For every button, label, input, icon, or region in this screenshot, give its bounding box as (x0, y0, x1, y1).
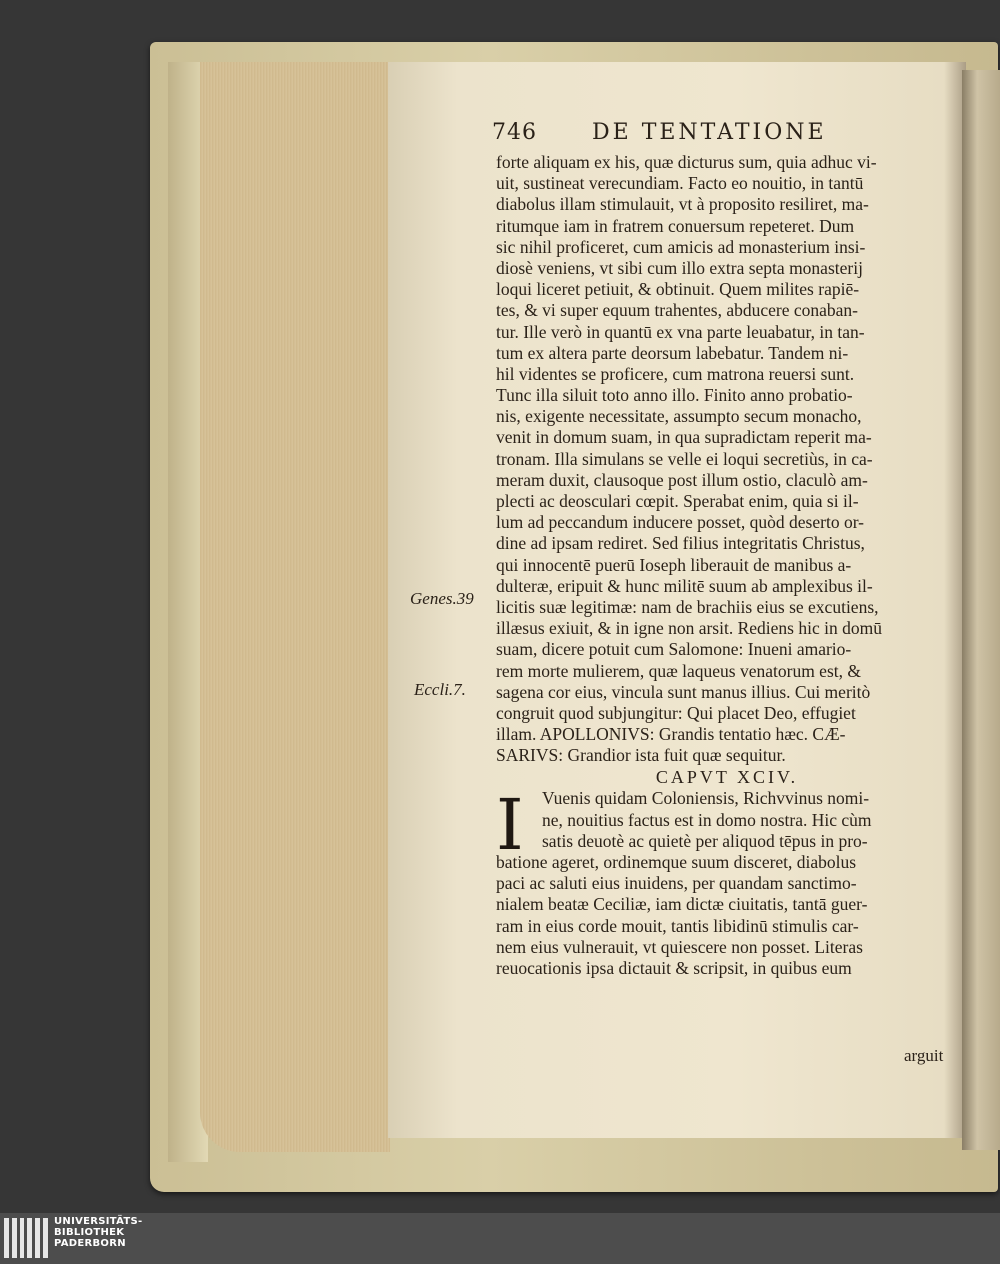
text-line: nis, exigente necessitate, assumpto secum monacho, (496, 406, 862, 427)
logo-line: UNIVERSITÄTS- (54, 1216, 143, 1227)
text-line: hil videntes se proficere, cum matrona reuersi sunt. (496, 363, 855, 384)
text-line: plecti ac deosculari cœpit. Sperabat enim, quia si il- (496, 491, 859, 511)
text-line: tum ex altera parte deorsum labebatur. Tandem ni- (496, 342, 849, 363)
text-line: reuocationis ipsa dictauit & scripsit, in quibus eum (496, 957, 852, 978)
text-line: dulteræ, eripuit & hunc militē suum ab amplexibus il- (496, 575, 873, 596)
text-line: satis deuotè ac quietè per aliquod tēpus in pro- (542, 830, 868, 851)
drop-cap: I (496, 784, 524, 867)
text-line: tur. Ille verò in quantū ex vna parte leuabatur, in tan- (496, 321, 865, 342)
logo-line: PADERBORN (54, 1238, 126, 1249)
text-line: ram in eius corde mouit, tantis libidinū stimulis car- (496, 915, 859, 936)
text-line: tronam. Illa simulans se velle ei loqui secretiùs, in ca- (496, 448, 873, 469)
chapter-body (496, 784, 958, 979)
text-line: venit in domum suam, in qua supradictam reperit ma- (496, 427, 872, 448)
facing-page-edge (962, 70, 1000, 1150)
text-line: ritumque iam in fratrem conuersum repeteret. Dum (496, 215, 855, 236)
text-line: Vuenis quidam Coloniensis, Richvvinus nomi- (542, 788, 870, 809)
text-line: illam. APOLLONIVS: Grandis tentatio hæc. CÆ- (496, 724, 846, 745)
text-line: dine ad ipsam rediret. Sed filius integritatis Christus, (496, 533, 865, 554)
text-line: forte aliquam ex his, quæ dicturus sum, quia adhuc vi- (496, 152, 877, 172)
text-line: suam, dicere potuit cum Salomone: Inueni amario- (496, 639, 852, 660)
text-line: rem morte mulierem, quæ laqueus venatorum est, & (496, 660, 861, 681)
text-line: diabolus illam stimulauit, vt à proposito resiliret, ma- (496, 194, 869, 215)
text-line: uit, sustineat verecundiam. Facto eo nouitio, in tantū (496, 173, 864, 194)
margin-note-genesis: Genes.39 (410, 589, 474, 608)
catchword: arguit (904, 1046, 944, 1065)
page-block-edge (200, 62, 390, 1152)
running-title: DE TENTATIONE (592, 120, 827, 145)
margin-note-ecclesiasticus: Eccli.7. (414, 680, 466, 699)
page-number: 746 (492, 120, 537, 145)
library-logo-text (54, 1216, 143, 1249)
text-line: congruit quod subjungitur: Qui placet Deo, effugiet (496, 702, 856, 723)
text-line: nialem beatæ Ceciliæ, iam dictæ ciuitatis, tantā guer- (496, 894, 868, 915)
text-line: SARIVS: Grandior ista fuit quæ sequitur. (496, 745, 786, 766)
text-line: diosè veniens, vt sibi cum illo extra septa monasterij (496, 257, 863, 278)
text-line: qui innocentē puerū Ioseph liberauit de manibus a- (496, 554, 852, 575)
text-line: loqui liceret petiuit, & obtinuit. Quem milites rapiē- (496, 279, 860, 300)
chapter-heading: CAPVT XCIV. (655, 767, 799, 788)
page-header (492, 120, 862, 150)
text-line: paci ac saluti eius inuidens, per quandam sanctimo- (496, 873, 857, 894)
text-line: batione ageret, ordinemque suum disceret, diabolus (496, 852, 857, 872)
text-line: illæsus exiuit, & in igne non arsit. Rediens hic in domū (496, 618, 882, 639)
text-line: licitis suæ legitimæ: nam de brachiis eius se excutiens, (496, 596, 879, 617)
text-line: Tunc illa siluit toto anno illo. Finito anno probatio- (496, 385, 853, 406)
logo-line: BIBLIOTHEK (54, 1227, 125, 1238)
text-line: tes, & vi super equum trahentes, abducere conaban- (496, 300, 859, 321)
library-logo-icon (4, 1218, 48, 1258)
text-line: nem eius vulnerauit, vt quiescere non posset. Literas (496, 936, 863, 957)
text-line: sic nihil proficeret, cum amicis ad monasterium insi- (496, 236, 866, 257)
text-line: meram duxit, clausoque post illum ostio, claculò am- (496, 469, 868, 490)
text-line: sagena cor eius, vincula sunt manus illius. Cui meritò (496, 681, 871, 702)
body-text (496, 152, 958, 979)
text-line: lum ad peccandum inducere posset, quòd deserto or- (496, 512, 865, 533)
footer-bar (0, 1213, 1000, 1264)
text-line: ne, nouitius factus est in domo nostra. Hic cùm (542, 809, 872, 830)
